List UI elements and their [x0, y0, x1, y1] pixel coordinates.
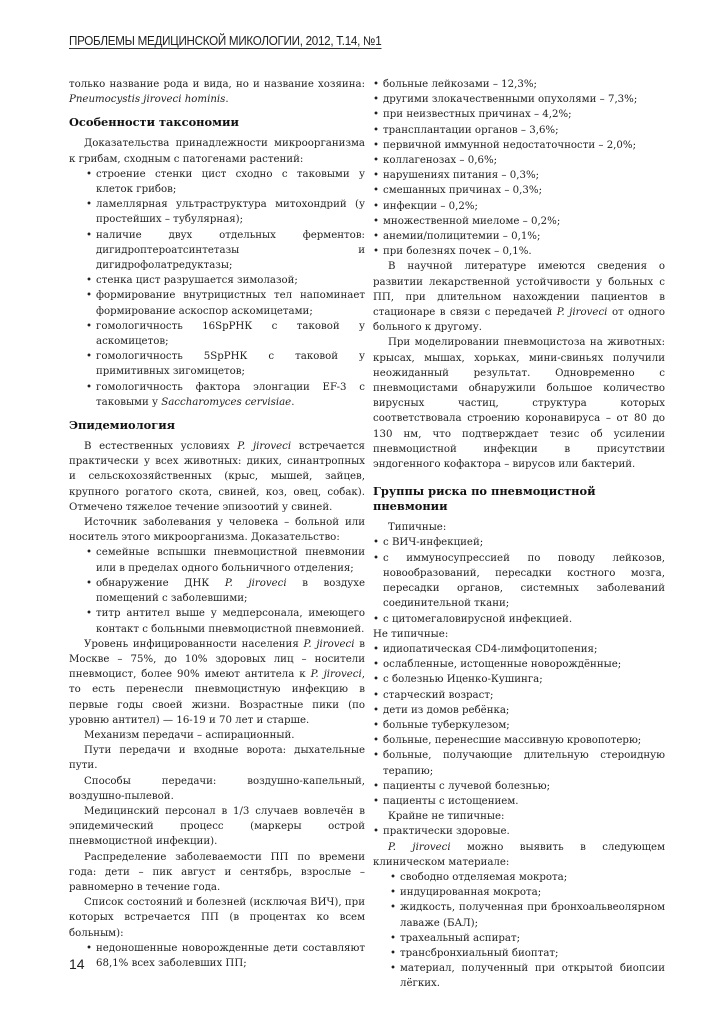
- text: Уровень инфицированности населения: [84, 638, 304, 650]
- paragraph: Распределение заболеваемости ПП по времени года: дети – пик август и сентябрь, взрослые – равномерно в течение года.: [69, 851, 365, 893]
- list-item: • ламеллярная ультраструктура митохондрий (у простейших – тубулярная);: [86, 197, 365, 227]
- typical-label: Типичные:: [388, 522, 447, 534]
- list-item: • другими злокачественными опухолями – 7,3%;: [373, 92, 665, 107]
- taxonomy-list: [69, 167, 365, 410]
- list-item: • практически здоровые.: [373, 824, 665, 839]
- list-item: • с иммуносупрессией по поводу лейкозов, новообразований, пересадки костного мозга, пересадки органов, системных заболеваний соединительной ткани;: [373, 551, 665, 612]
- list-item: • титр антител выше у медперсонала, имеющего контакт с больными пневмоцистной пневмонией.: [86, 606, 365, 636]
- journal-header: ПРОБЛЕМЫ МЕДИЦИНСКОЙ МИКОЛОГИИ, 2012, Т.14, №1: [69, 34, 382, 48]
- left-column: [69, 77, 365, 971]
- species-name: P. jiroveci: [237, 441, 292, 453]
- list-item: • формирование внутрицистных тел напоминает формирование аскоспор аскомицетами;: [86, 288, 365, 318]
- text: .: [291, 396, 295, 408]
- list-item: • при болезнях почек – 0,1%.: [373, 244, 665, 259]
- paragraph: [69, 637, 365, 728]
- evidence-list: [69, 545, 365, 636]
- page-number: 14: [69, 956, 85, 972]
- list-item: • трахеальный аспират;: [390, 931, 665, 946]
- paragraph: Медицинский персонал в 1/3 случаев вовлечён в эпидемический процесс (маркеры острой пневмоцистной инфекции).: [69, 805, 365, 848]
- list-item: • смешанных причинах – 0,3%;: [373, 183, 665, 198]
- list-item: • гомологичность 16SрРНК с таковой у аскомицетов;: [86, 319, 365, 349]
- list-item: • нарушениях питания – 0,3%;: [373, 168, 665, 183]
- species-name: P. jiroveci: [556, 307, 608, 319]
- text: только название рода и вида, но и название хозяина:: [69, 79, 365, 90]
- conditions-list: [69, 941, 365, 971]
- list-item: • трансбронхиальный биоптат;: [390, 946, 665, 961]
- extreme-label: Крайне не типичные:: [388, 811, 505, 823]
- text: встречается практически у всех животных: диких, синантропных и сельскохозяйственных (крыс, мышей, зайцев, крупного рогатого скота, свиней, коз, овец, собак). Отмечено тяжелое течение эпизоотий у свиней.: [69, 441, 365, 513]
- text: .: [225, 94, 229, 106]
- list-item: • индуцированная мокрота;: [390, 885, 665, 900]
- list-item: • больные лейкозами – 12,3%;: [373, 77, 665, 92]
- paragraph: [373, 259, 665, 335]
- text: можно выявить в следующем клиническом материале:: [373, 841, 665, 868]
- materials-list: [373, 870, 665, 992]
- list-item: • больные, перенесшие массивную кровопотерю;: [373, 733, 665, 748]
- text: в Москве – 75%, до 10% здоровых лиц – носители пневмоцист, более 90% имеют антитела к: [69, 638, 366, 681]
- text: В научной литературе имеются сведения о развитии лекарственной устойчивости у больных с ПП, при длительном нахождении пациентов в стационаре в связи с передачей: [373, 261, 665, 319]
- list-item: • строение стенки цист сходно с таковыми у клеток грибов;: [86, 167, 365, 197]
- conditions-list-continued: [373, 77, 665, 259]
- paragraph: [373, 840, 665, 870]
- species-name: P. jiroveci: [310, 669, 362, 681]
- list-item: • с ВИЧ-инфекцией;: [373, 535, 665, 550]
- taxonomy-lead: Доказательства принадлежности микроорганизма к грибам, сходным с патогенами растений:: [69, 138, 365, 165]
- atypical-label: Не типичные:: [373, 628, 449, 640]
- list-item: • свободно отделяемая мокрота;: [390, 870, 665, 885]
- list-item: • коллагенозах – 0,6%;: [373, 153, 665, 168]
- section-title-risk-groups: Группы риска по пневмоцистной пневмонии: [373, 484, 596, 514]
- list-item: • жидкость, полученная при бронхоальвеолярном лаваже (БАЛ);: [390, 900, 665, 930]
- list-item: • старческий возраст;: [373, 688, 665, 703]
- species-name: P. jiroveci: [303, 638, 355, 650]
- paragraph: [69, 439, 365, 515]
- list-item: • с цитомегаловирусной инфекцией.: [373, 612, 665, 627]
- extreme-list: [373, 824, 665, 839]
- list-item: • пациенты с истощением.: [373, 794, 665, 809]
- list-item: • первичной иммунной недостаточности – 2,0%;: [373, 138, 665, 153]
- list-item: • при неизвестных причинах – 4,2%;: [373, 107, 665, 122]
- paragraph: Источник заболевания у человека – больной или носитель этого микроорганизма. Доказательство:: [69, 517, 365, 544]
- list-item: • стенка цист разрушается зимолазой;: [86, 273, 365, 288]
- list-item: • семейные вспышки пневмоцистной пневмонии или в пределах одного больничного отделения;: [86, 545, 365, 575]
- species-name: Saccharomyces cervisiae: [161, 396, 292, 408]
- paragraph: Механизм передачи – аспирационный.: [84, 729, 295, 741]
- section-title-taxonomy: Особенности таксономии: [69, 115, 239, 130]
- right-column: [373, 77, 665, 992]
- section-title-epidemiology: Эпидемиология: [69, 418, 176, 433]
- typical-list: [373, 535, 665, 626]
- paragraph: При моделировании пневмоцистоза на животных: крысах, мышах, хорьках, мини-свиньях получили неожиданный результат. Одновременно с пневмоцистами обнаружили большое количество вирусных частиц, структура которых соответствовала строению коронавируса – от 80 до 130 нм, что подтверждает тезис об усилении пневмоцистной инфекции в присутствии эндогенного кофактора – вирусов или бактерий.: [373, 337, 665, 471]
- paragraph: Список состояний и болезней (исключая ВИЧ), при которых встречается ПП (в процентах ко всем больным):: [69, 897, 365, 939]
- text: от одного больного к другому.: [373, 307, 666, 334]
- list-item: • трансплантации органов – 3,6%;: [373, 123, 665, 138]
- list-item: • дети из домов ребёнка;: [373, 703, 665, 718]
- list-item: • анемии/полицитемии – 0,1%;: [373, 229, 665, 244]
- list-item: [86, 576, 365, 606]
- list-item: • ослабленные, истощенные новорождённые;: [373, 657, 665, 672]
- species-name: P. jiroveci: [224, 577, 287, 589]
- text: в воздухе помещений с заболевшими;: [96, 577, 365, 605]
- list-item: • больные туберкулезом;: [373, 718, 665, 733]
- list-item: • пациенты с лучевой болезнью;: [373, 779, 665, 794]
- list-item: • гомологичность 5SрРНК с таковой у примитивных зигомицетов;: [86, 349, 365, 379]
- list-item: • инфекции – 0,2%;: [373, 199, 665, 214]
- paragraph: Способы передачи: воздушно-капельный, воздушно-пылевой.: [69, 775, 365, 802]
- list-item: [86, 380, 365, 410]
- list-item: • материал, полученный при открытой биопсии лёгких.: [390, 961, 665, 991]
- list-item: • больные, получающие длительную стероидную терапию;: [373, 748, 665, 778]
- text: В естественных условиях: [84, 441, 238, 453]
- list-item: • наличие двух отдельных ферментов: дигидроптероатсинтетазы и дигидрофолатредуктазы;: [86, 228, 365, 274]
- text: обнаружение ДНК: [96, 577, 225, 589]
- text: гомологичность фактора элонгации EF-3 с таковыми у: [96, 381, 365, 408]
- paragraph: Пути передачи и входные ворота: дыхательные пути.: [69, 745, 365, 772]
- species-name: Pneumocystis jiroveci hominis: [69, 94, 226, 106]
- text: , то есть перенесли пневмоцистную инфекцию в первые годы своей жизни. Возрастные пики (по уровню антител) — 16-19 и 70 лет и старше.: [69, 669, 365, 726]
- list-item: • идиопатическая CD4-лимфоцитопения;: [373, 642, 665, 657]
- species-name: P. jiroveci: [388, 841, 451, 853]
- intro-paragraph: [69, 77, 365, 107]
- list-item: • множественной миеломе – 0,2%;: [373, 214, 665, 229]
- list-item: • недоношенные новорожденные дети составляют 68,1% всех заболевших ПП;: [86, 941, 365, 971]
- atypical-list: [373, 642, 665, 809]
- list-item: • с болезнью Иценко-Кушинга;: [373, 672, 665, 687]
